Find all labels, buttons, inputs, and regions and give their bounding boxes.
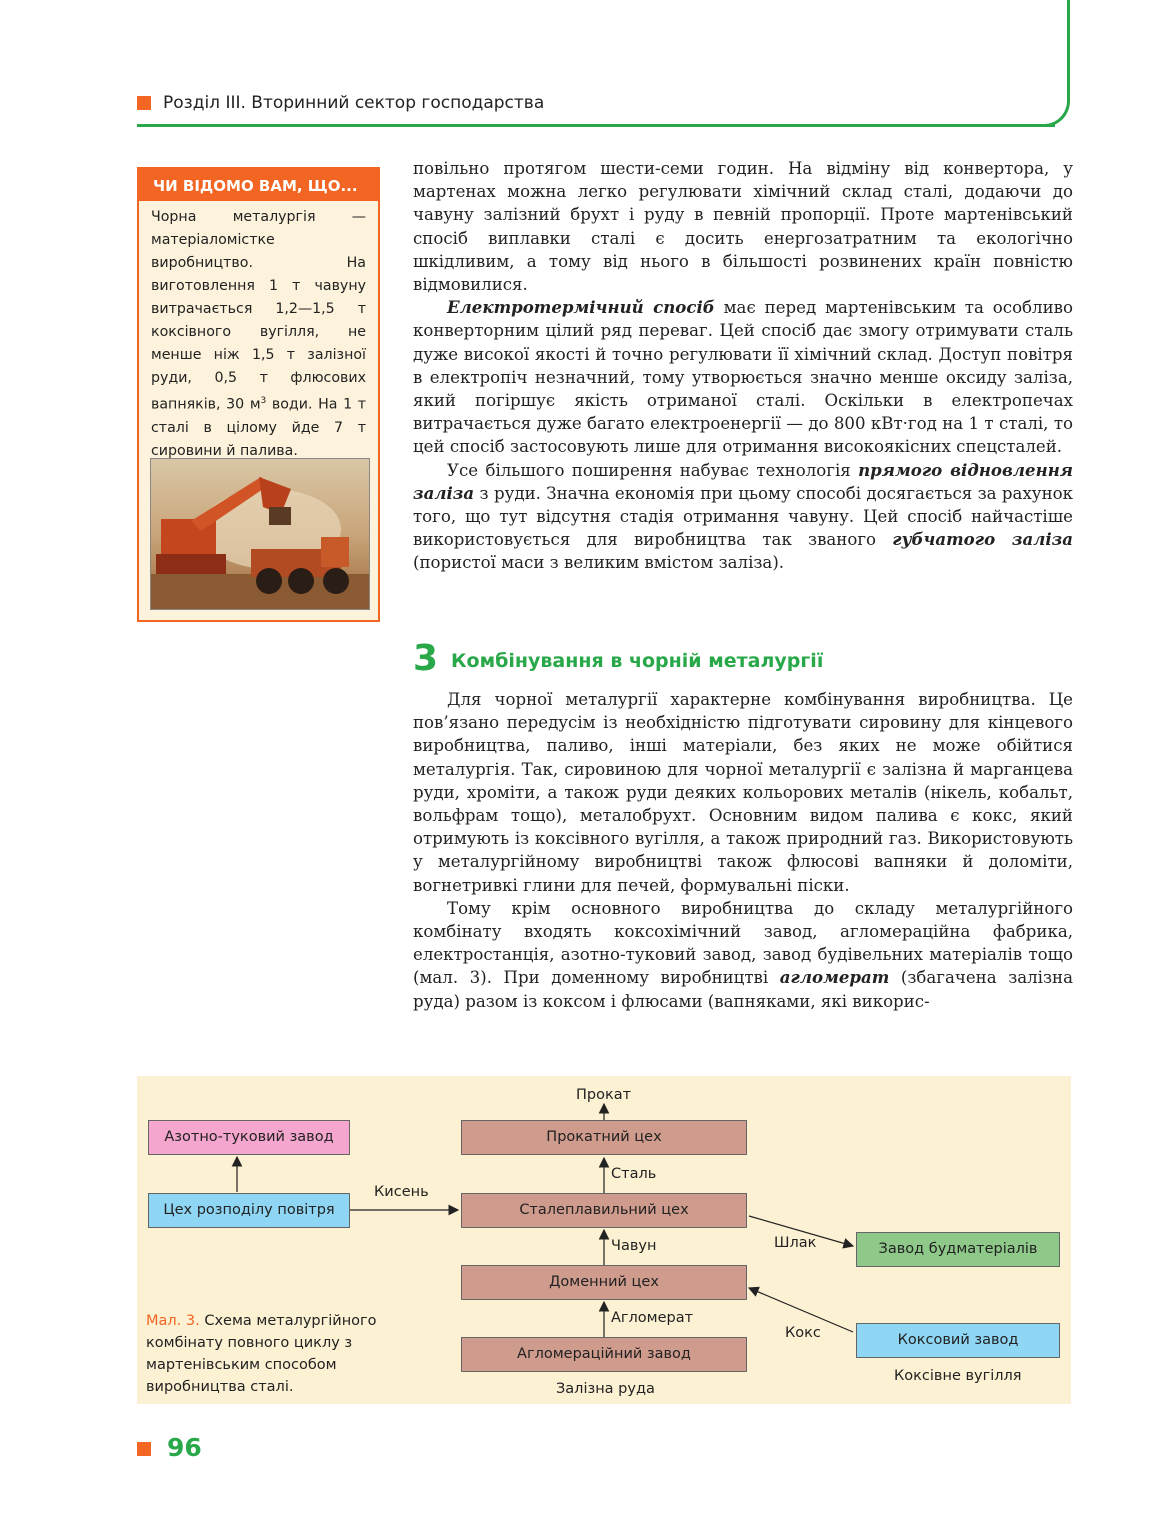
main-text-bottom	[413, 688, 1073, 1013]
label-steel: Сталь	[611, 1166, 657, 1182]
caption-title: Мал. 3.	[146, 1313, 200, 1329]
paragraph-1: повільно протягом шести-семи годин. На відміну від конвертора, у мартенах можна легко регулювати хімічний склад сталі, додаючи до чавуну залізний брухт і руду в певній пропорції. Проте мартенівський спосіб виплавки сталі є досить енергозатратним та екологічно шкідливим, а тому від нього в більшості розвинених країн повністю відмовилися.	[413, 159, 1073, 295]
label-agglomerate: Агломерат	[611, 1310, 694, 1326]
page-number: 96	[167, 1433, 202, 1462]
chapter-title: Розділ ІІІ. Вторинний сектор господарства	[163, 93, 545, 113]
header-divider	[137, 124, 1055, 127]
term-direct-reduction: прямого відновлення заліза	[413, 459, 1073, 503]
label-coke: Кокс	[785, 1325, 821, 1341]
label-iron-ore: Залізна руда	[556, 1381, 655, 1397]
page-marker-icon	[137, 1442, 151, 1456]
header-marker-icon	[137, 96, 151, 110]
label-coking-coal: Коксівне вугілля	[894, 1368, 1022, 1384]
term-agglomerate: агломерат	[779, 967, 890, 988]
did-you-know-text	[139, 201, 378, 463]
paragraph-4: Для чорної металургії характерне комбінування виробництва. Це пов’язано передусім із необхідністю підготувати сировину для кінцевого виробництва, паливо, інші матеріали, без яких не може обійтися металургія. Так, сировиною для чорної металургії є залізна й марганцева руди, хроміти, а також руди деяких кольорових металів (нікель, кобальт, вольфрам тощо), металобрухт. Основним видом палива є кокс, який отримують із коксівного вугілля, а також природний газ. Використовують у металургійному виробництві також флюсові вапняки й доломіти, вогнетривкі глини для печей, формувальні піски.	[413, 690, 1073, 895]
paragraph-5	[413, 897, 1073, 1013]
paragraph-3-text-b: з руди. Значна економія при цьому способі досягається за рахунок того, що тут відсутня стадія отримання чавуну. Цей спосіб найчастіше використовується для виробництва так званого	[413, 483, 1073, 550]
term-electrothermal: Електротермічний спосіб	[447, 297, 715, 318]
label-pig-iron: Чавун	[611, 1238, 657, 1254]
paragraph-3	[413, 459, 1073, 575]
main-text-top	[413, 157, 1073, 575]
box-building-materials: Завод будматеріалів	[856, 1232, 1060, 1267]
section-number: 3	[413, 638, 439, 679]
box-steelmaking: Сталеплавильний цех	[461, 1193, 747, 1228]
metallurgical-plant-diagram	[137, 1076, 1071, 1404]
header-border-curve	[1030, 0, 1070, 127]
section-title: Комбінування в чорній металургії	[451, 650, 824, 672]
did-you-know-title: ЧИ ВІДОМО ВАМ, ЩО...	[139, 169, 378, 201]
paragraph-2	[413, 296, 1073, 458]
fact-sup: 3	[260, 396, 267, 406]
caption-text: Схема металургійного комбінату повного циклу з мартенівським способом виробництва сталі.	[146, 1313, 377, 1395]
paragraph-5-text-b: (збагачена залізна руда) разом із коксом і флюсами (вапняками, які викорис-	[413, 968, 1073, 1011]
paragraph-2-text: має перед мартенівським та особливо конверторним цілий ряд переваг. Цей спосіб дає змогу отримувати сталь дуже високої якості й точно регулювати її хімічний склад. Доступ повітря в електропіч незначний, тому утворюється значно менше оксиду заліза, який погіршує якість отриманої сталі. Оскільки в електропечах витрачається дуже багато електроенергії — до 800 кВт·год на 1 т сталі, то цей спосіб застосовують лише для отримання високоякісних спецсталей.	[413, 298, 1073, 457]
term-sponge-iron: губчатого заліза	[892, 529, 1074, 550]
box-nitrogen-fertilizer-plant: Азотно-туковий завод	[148, 1120, 350, 1155]
label-rolled-products: Прокат	[576, 1087, 632, 1103]
did-you-know-box	[137, 167, 380, 622]
label-slag: Шлак	[774, 1235, 817, 1251]
label-oxygen: Кисень	[374, 1184, 429, 1200]
box-agglomeration-plant: Агломераційний завод	[461, 1337, 747, 1372]
fact-text-part1: Чорна металургія — матеріаломістке виробництво. На виготовлення 1 т чавуну витрачається 1,2—1,5 т коксівного вугілля, не менше ніж 1,5 т залізної руди, 0,5 т флюсових вапняків, 30 м	[151, 209, 366, 413]
paragraph-3-text-c: (пористої маси з великим вмістом заліза).	[413, 553, 785, 573]
paragraph-5-text-a: Тому крім основного виробництва до складу металургійного комбінату входять коксохімічний завод, агломераційна фабрика, електростанція, азотно-туковий завод, завод будівельних матеріалів тощо (мал. 3). При доменному виробництві	[413, 898, 1073, 988]
paragraph-3-text-a: Усе більшого поширення набуває технологія	[447, 460, 859, 480]
box-air-separation: Цех розподілу повітря	[148, 1193, 350, 1228]
box-blast-furnace: Доменний цех	[461, 1265, 747, 1300]
fact-text-part2: води. На 1 т сталі в цілому йде 7 т сировини й палива.	[151, 396, 366, 459]
box-rolling-mill: Прокатний цех	[461, 1120, 747, 1155]
figure-caption	[146, 1310, 396, 1398]
excavator-truck-photo	[150, 458, 370, 610]
box-coke-plant: Коксовий завод	[856, 1323, 1060, 1358]
